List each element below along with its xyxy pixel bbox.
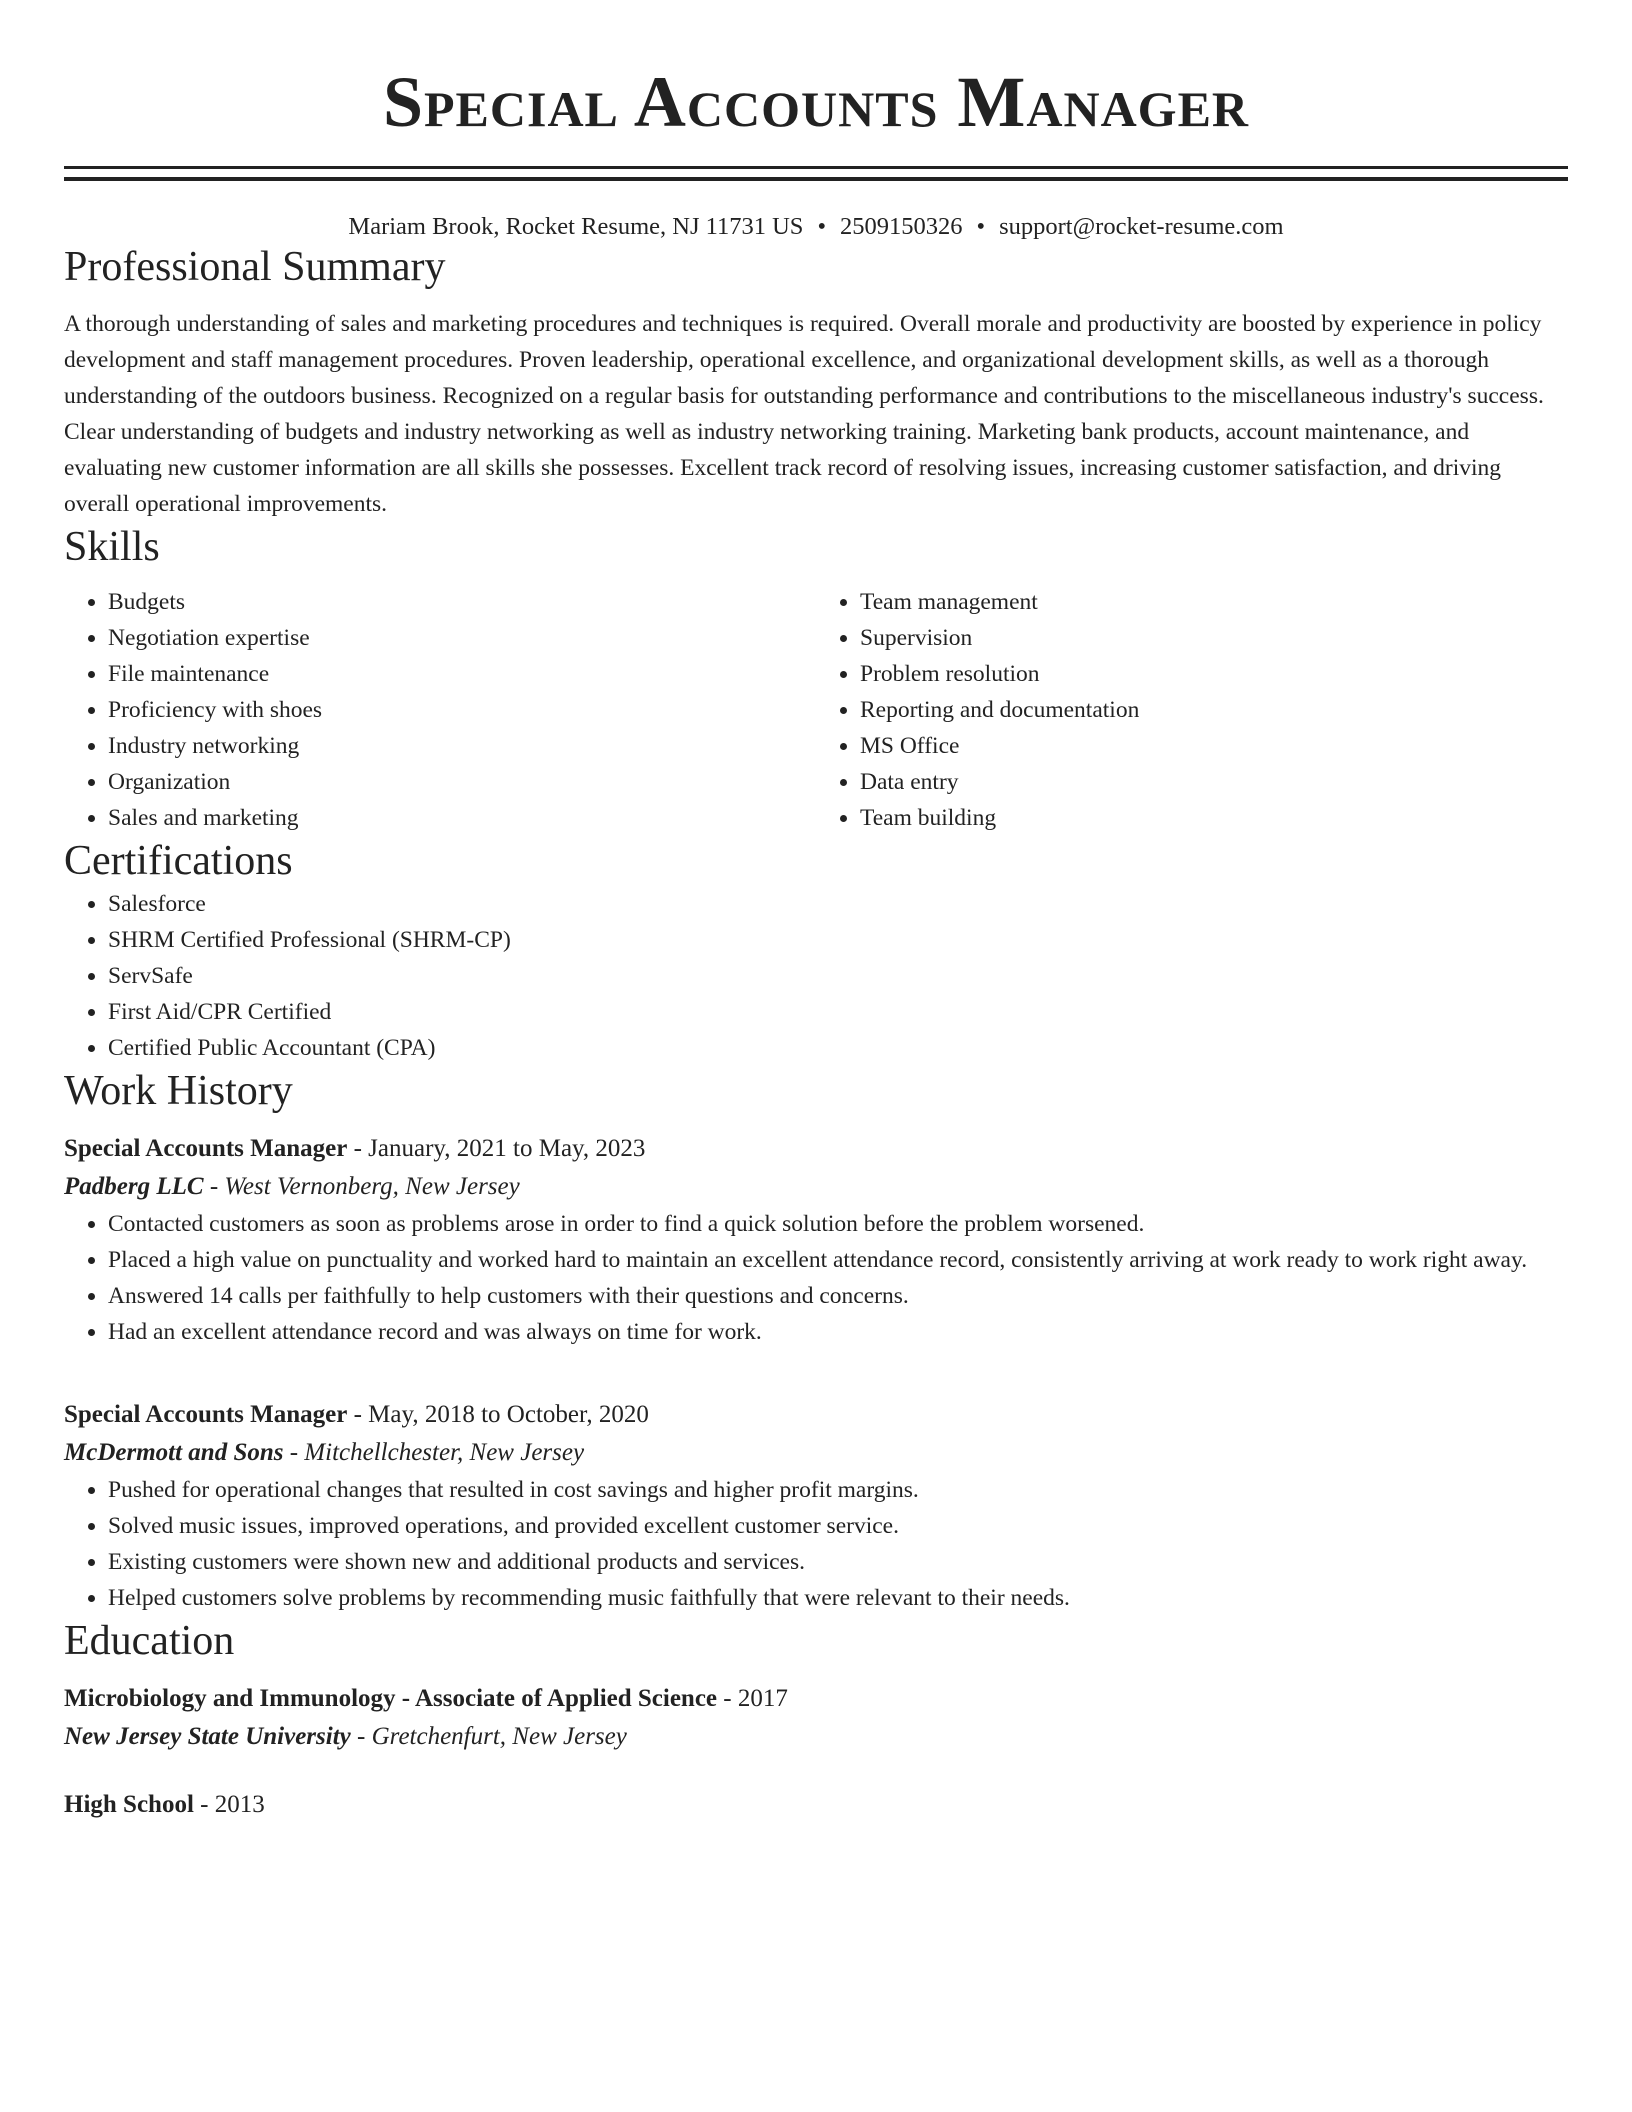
skill-item: • MS Office [860,728,1568,764]
certification-item: • Salesforce [108,886,1568,922]
contact-location: Mariam Brook, Rocket Resume, NJ 11731 US [348,213,804,240]
education-degree-line [64,1680,1568,1718]
job-location: - West Vernonberg, New Jersey [203,1173,520,1200]
job-company: Padberg LLC [64,1173,204,1200]
skills-right-column [816,584,1568,836]
job-company-line [64,1434,1568,1472]
job-bullet: • Existing customers were shown new and additional products and services. [108,1544,1568,1580]
resume-title: Special Accounts Manager [382,62,1250,142]
title-divider [64,166,1568,181]
skill-item: • Team building [860,800,1568,836]
job-entry [64,1130,1568,1350]
education-entry [64,1786,1568,1824]
job-bullet: • Placed a high value on punctuality and worked hard to maintain an excellent attendance record, consistently arriving at work ready to work right away. [108,1242,1568,1278]
education-entry [64,1680,1568,1756]
job-dates: - January, 2021 to May, 2023 [347,1135,646,1162]
certification-item: • SHRM Certified Professional (SHRM-CP) [108,922,1568,958]
education-spacer [64,1756,1568,1786]
skill-item: • Sales and marketing [108,800,816,836]
resume-content [64,0,1568,1824]
certifications-list [64,886,1568,1066]
skill-item: • File maintenance [108,656,816,692]
job-title-line [64,1130,1568,1168]
certification-item: • First Aid/CPR Certified [108,994,1568,1030]
skill-item: • Reporting and documentation [860,692,1568,728]
job-bullet: • Had an excellent attendance record and was always on time for work. [108,1314,1568,1350]
job-bullet: • Helped customers solve problems by recommending music faithfully that were relevant to their needs. [108,1580,1568,1616]
summary-text: A thorough understanding of sales and marketing procedures and techniques is required. Overall morale and productivity are boosted by experience in policy development and staff management procedures. Proven leadership, operational excellence, and organizational development skills, as well as a thorough understanding of the outdoors business. Recognized on a regular basis for outstanding performance and contributions to the miscellaneous industry's success. Clear understanding of budgets and industry networking as well as industry networking training. Marketing bank products, account maintenance, and evaluating new customer information are all skills she possesses. Excellent track record of resolving issues, increasing customer satisfaction, and driving overall operational improvements. [64,311,1544,517]
job-bullet: • Contacted customers as soon as problems arose in order to find a quick solution before the problem worsened. [108,1206,1568,1242]
skill-item: • Team management [860,584,1568,620]
contact-phone: 2509150326 [840,213,963,240]
education-heading: Education [64,1618,235,1664]
job-bullet-list [64,1206,1568,1350]
job-spacer [64,1350,1568,1382]
education-school: New Jersey State University [64,1723,351,1750]
education-school-line [64,1718,1568,1756]
skills-columns [64,584,1568,836]
contact-line [64,212,1568,242]
skill-item: • Supervision [860,620,1568,656]
job-dates: - May, 2018 to October, 2020 [347,1401,649,1428]
job-bullet: • Pushed for operational changes that resulted in cost savings and higher profit margins. [108,1472,1568,1508]
skill-item: • Negotiation expertise [108,620,816,656]
education-year: - 2017 [717,1685,788,1712]
job-bullet-list [64,1472,1568,1616]
skill-item: • Organization [108,764,816,800]
summary-heading: Professional Summary [64,244,446,290]
job-title: Special Accounts Manager [64,1401,348,1428]
contact-email: support@rocket-resume.com [999,213,1284,240]
education-location: - Gretchenfurt, New Jersey [350,1723,627,1750]
contact-separator: • [817,213,827,240]
education-degree: Microbiology and Immunology - Associate of Applied Science [64,1685,718,1712]
job-bullet: • Answered 14 calls per faithfully to help customers with their questions and concerns. [108,1278,1568,1314]
certifications-heading: Certifications [64,838,293,884]
job-location: - Mitchellchester, New Jersey [283,1439,585,1466]
skills-heading: Skills [64,524,160,570]
certification-item: • Certified Public Accountant (CPA) [108,1030,1568,1066]
education-year: - 2013 [193,1791,265,1818]
work-history-heading: Work History [64,1068,293,1114]
skill-item: • Proficiency with shoes [108,692,816,728]
job-entry [64,1396,1568,1616]
job-company: McDermott and Sons [64,1439,284,1466]
skill-item: • Budgets [108,584,816,620]
job-title: Special Accounts Manager [64,1135,348,1162]
skill-item: • Data entry [860,764,1568,800]
job-bullet: • Solved music issues, improved operations, and provided excellent customer service. [108,1508,1568,1544]
education-degree-line [64,1786,1568,1824]
contact-separator: • [976,213,986,240]
job-company-line [64,1168,1568,1206]
skills-right-list [816,584,1568,836]
skill-item: • Industry networking [108,728,816,764]
education-degree: High School [64,1791,194,1818]
skills-left-column [64,584,816,836]
skills-left-list [64,584,816,836]
skill-item: • Problem resolution [860,656,1568,692]
certification-item: • ServSafe [108,958,1568,994]
job-title-line [64,1396,1568,1434]
